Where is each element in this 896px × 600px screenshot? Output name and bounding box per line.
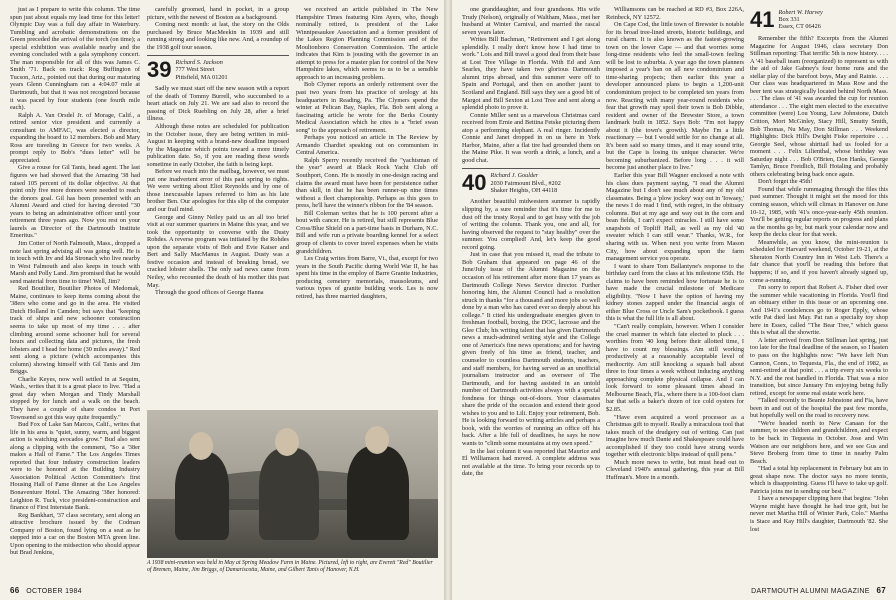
paragraph: Writes Bill Bachman, "Retirement and I get along splendidly. I really don't know how I had time to work." Lois and Bill travel a good deal from their base at Lost Tree Village in Florida. With Ed and Ann Searles, they have taken two glorious Dartmouth alumni trips abroad, and this summer were off to Spain and Portugal, and then on another jaunt to Scotland and England. Bill says they see a good bit of Margot and Bill Sexton at Lost Tree and sent along a splendid photo to prove it. [462, 36, 600, 112]
class-header-41 [750, 6, 888, 31]
paragraph: I have a newspaper clipping here that begins: "John Wayne might have thought he had true grit, but he never met Martha Hill of Winter Park, Colo." Martha is Stace and Kay Hill's daughter, Dartmouth '82. She lost [750, 495, 888, 533]
paragraph: George and Ginny Neiley paid us an all too brief visit at our summer quarters in Maine this year, and we took the opportunity to converse with the Dusty Rohdes. A reverse program was initiated by the Rohdes upon the separate visits of Bob and Evie Kaiser and Bert and Sally MacManus in August. Dusty was a festive occasion and instead of breaking bread, we cracked lobster shells. The only sad news came from Neiley, who recounted the death of his mother this past May. [147, 213, 289, 289]
secretary-address-2: Shaker Heights, OH 44118 [490, 186, 558, 194]
paragraph: Remember the fifth? Excerpts from the Alumni Magazine for August 1946, class secretary Don Stillman reporting: That terrific 5th is now history. . . . A '41 baseball team (reorganized) to represent us with the aid of Jake Gabney's four home runs and the stellar play of the barefoot boys, May and Rainie. . . . Our class was headquartered in Mass Row and the beer tent was strategically located behind North Mass. . . . The class of '41 was awarded the cup for reunion attendance . . . The eight men elected to the executive committee (were) Lou Young, Lew Johnstone, Dutch Critton, Mort McGinley, Stacy Hill, Smutty Smith, Bob Thomas, Nu May, Don Stillman . . . Weekend Highlights: Dick Hill's Dwight Fiske repertoire . . . Georgie Seel, whose shirttail had us fooled for a moment . . . Felix Lilienthal, whose birthday was Saturday night . . . Bob O'Brien, Don Hanks, George Tamlyn, Bruce Freidlich, Bill Hotaling and probably others celebrating being back once again. [750, 35, 888, 178]
secretary-address-1: Box 331 [778, 16, 800, 24]
left-footer [10, 586, 82, 595]
paragraph: Give a rouse for Gil Tanis, head agent. The last figures we had showed that the Amazing '38 had raised 105 percent of its dollar objective. At that point only five more donors were needed to reach the donors goal. Gil has been presented with an Alumni Award and cited for having devoted "30 years to being an administrative officer until your retirement three years ago. Now you rest on your laurels as Director of the Dartmouth Institute Emeritus." [10, 164, 140, 240]
paragraph: A letter arrived from Don Stillman last spring, just too late for the final deadline of the season, so I hasten to pass on the highlights now: "We have left Nun Cannon, Conn., to Tequesta, Fla., the end of 1982, as semi-retired at that point . . . a trip every six weeks to N.Y. and the rest handled in Florida. That was a nice transition, but since January I'm enjoying being fully retired, except for some real estate work here. [750, 336, 888, 397]
photo-caption: A 1938 mini-reunion was held in May at Spring Meadow Farm in Maine. Pictured, left to right, are Everett "Red" Boutilier of Bremen, Maine, Jim Briggs, of Damariscotta, Maine, and Gilbert Tanis of Hanover, N.H. [147, 560, 433, 573]
class-header-39 [147, 55, 289, 81]
paragraph: Although these notes are scheduled for publication in the October issue, they are being written in mid-August in keeping with a brand-new deadline imposed by the Magazine which points toward a more timely publication date. So, if you are reading these words sometime in early October, the faith is being kept. [147, 123, 289, 168]
paragraph: Just in case that you missed it, read the tribute to Bob Graham that appeared on page 46 of the June/July issue of the Alumni Magazine on the occasion of his retirement after more than 17 years as Dartmouth College News Service director. Further honoring him, the Alumni Council had a resolution struck in thanks "for a thousand and more jobs so well done by a man who has cared ever so deeply about his college." It cited his undergraduate energies given to freshman football, boxing, the DOC, lacrosse and the Glee Club; his writing talent that has given Dartmouth news a much-admired writing style and the College one of America's fine news operations; and for having given freely of his time as friend, teacher, and counselor to countless Dartmouth students, teachers, and staff members, for having served as an unofficial journalism instructor and as overseer of The Dartmouth, and for having assisted in an untold number of Dartmouth activities always with a special fondness for things out-of-doors. Your classmates share the pride of the occasion and extend their good wishes to you and to Lili. Enjoy your retirement, Bob. He is looking forward to writing articles and perhaps a book, with the worries of running an office off his back. After a life full of deadlines, he says he now wants to "climb some mountains at my own speed." [462, 251, 600, 447]
paragraph: Don't forget the 45th! [758, 178, 813, 186]
paragraph: Bud Fox of Lake San Marcos, Calif., writes that life in his area is "quiet, sunny, warm, and biggest action is watching avocados grow." Bud also sent along a clipping with the comment, "So a '38er makes a Hall of Fame." The Los Angeles Times reported that four industry construction leaders were to be honored at the Building Industry Association Political Action Committee's first Housing Hall of Fame dinner at the Los Angeles Bonaventure Hotel. The Amazing '38er honored: Leighton R. Tuck, vice president-construction and finance of First Interstate Bank. [10, 421, 140, 512]
paragraph: Connie Miller sent us a marvelous Christmas card received from Ernie and Bettina Fetske picturing them atop a performing elephant. A real ringer. Incidently Connie and Janet dropped in on us here in York Harbor, Maine, after a flat tire had grounded them on the Maine Pike. It was worth a drink, a lunch, and a good chat. [462, 111, 600, 164]
paragraph: Jim Cotter of North Falmouth, Mass., dropped a note last spring advising all was going well. He is in touch with Irv and Ida Stronach who live nearby in West Falmouth and also keeps in touch with Marsh and Polly Land. Jim promised that he would send material from time to time! Well, Jim? [10, 239, 140, 285]
paragraph: Earlier this year Bill Wagner enclosed a note with his class dues payment saying, "I read the Alumni Magazine but I don't see much about any of my old classmates. Being a 'plow jockey' way out in 'Iowaey,' the news I do read I find, with regret, in the obituary columns. But at my age and way out in the corn and bean fields, I can't expect miracles. I still have some snapshots of Topliff Hall, as well as my old '40 sweater which I can still wear." Thanks, W.R., for sharing with us. When next you write from Mason City, how about expanding upon the farm management service you operate. [606, 172, 744, 263]
secretary-address-2: Pittsfield, MA 01201 [175, 73, 228, 81]
paragraph: Much more news to write, but must head out to Cleveland 1940's annual gathering, this year at Bill Huffman's. More in a month. [606, 458, 744, 481]
class-header-40 [462, 168, 600, 194]
paragraph: "Have even acquired a word processor as a Christmas gift to myself. Really a miraculous tool that takes much of the drudgery out of writing. Can just imagine how much Dante and Shakespeare could have accomplished if they too could have strung words together with electronic blips instead of quill pens." [606, 413, 744, 459]
paragraph: Before we reach into the mailbag, however, we must put one inadvertent error of this past spring to rights. We were writing about Eliot Reynolds and by one of those inexcusable lapses referred to him as his late brother Ben. Our apologies for this slip of the computer and our frail mind. [147, 168, 289, 214]
paragraph: we received an article published in The New Hampshire Times featuring Kim Ayers, who, though nominally retired, is president of the Lake Winnipesaukee Association and a former president of the Lakes Region Planning Commission and of the Moultonboro Conservation Commission. The article indicates that Kim is jousting with the governor in an attempt to press for a master plan for control of the New Hampshire lakes, which seems to us to be a sensible approach to an increasing problem. [296, 6, 438, 81]
paragraph: "Had a total hip replacement in February but am in great shape now. The doctor says no more tennis, which is disappointing. Guess I'll have to take up golf. Patricia joins me in sending our best." [750, 465, 888, 495]
left-page [0, 0, 444, 600]
class-secretary-info [175, 59, 227, 81]
paragraph: one granddaughter, and four grandsons. His wife Trudy (Nelson), originally of Waltham, Mass., met her husband at Winter Carnival, and married the rascal seven years later. [462, 6, 600, 36]
paragraph: Les Craig writes from Barre, Vt., that, except for two years in the South Pacific during World War II, he has spent his time in the employ of Barre Granite Industries, producing cemetery memorials, mausoleums, and various types of granite building work. Les is now retired, has three married daughters, [296, 255, 438, 300]
paragraph: "We're headed north to New Canaan for the summer, to see children and grandchildren, and expect to be back in Tequesta in October. Jose and Win Watson are our neighbors here, and we see Gus and Steve Broberg from time to time in nearby Palm Beach. [750, 419, 888, 465]
paragraph: "Can't really complain, however. When I consider the cruel manner in which fate elected to pluck . . . worthies from '40 long before their allotted time, I have to count my blessings. Am still working productively at a reasonably acceptable level of mediocrity. Am still knocking a squash ball about three to four times a week without inducing anything approaching complete physical collapse. And I can look forward to some pleasant times ahead in Melbourne Beach, Fla., where there is a 100-foot clam bar that sells a baker's dozen of ice cold oysters for $2.85. [606, 322, 744, 413]
secretary-address-2: Essex, CT 06426 [778, 23, 821, 31]
paragraph: carefully groomed, hand in pocket, in a group picture, with the newest of Boston as a background. [147, 6, 289, 21]
secretary-name: Richard S. Jackson [175, 59, 223, 67]
left-column-3 [296, 6, 438, 404]
paragraph: Williamsons can be reached at RD #3, Box 226A, Reinbeck, NY 12572. [606, 6, 744, 21]
paragraph: "Talked recently to Beanie Johnstone and Fia, have been in and out of the hospital the past few months, but hopefully well on the road to recovery now. [750, 397, 888, 420]
paragraph: I want to share Tom Ballantyne's response to the birthday card from the class at his milestone 65th. He claims to have been reminded how fortunate he is to have made the crucial milestone of Medicare eligibility. "Now I have the option of having my kidney stones zapped under the financial aegis of either Blue Cross or Uncle Sam's pocketbook. I guess this is what the full life is all about. [606, 262, 744, 323]
paragraph: Sadly we must start off the new season with a report of the death of Tommy Burrell, who succumbed to a heart attack on July 21. We are sad also to record the passing of Dick Ruebling on July 28, after a brief illness. [147, 85, 289, 123]
paragraph: I'm sorry to report that Robert A. Fisher died over the summer while vacationing in Florida. You'll find an obituary either in this issue or an upcoming one. And 1941's condolences go to Roger Epply, whose wife Pat died last May. Pat ran a specialty toy shop here in Essex, called "The Bear Tree," which guess this is what all the showrite. [750, 284, 888, 337]
left-column-1 [10, 6, 140, 582]
paragraph: On Cape Cod, the little town of Brewster is notable for its broad tree-lined streets, historic buildings, and rural charm. It is also known as the fastest-growing town on the lower Cape — and that worries some long-time residents who feel the small-town feeling will be lost to suburbia. A year ago the town planners imposed a year's ban on all new condominium and time-sharing projects; then earlier this year a developer announced plans to begin a 1,200-unit condominium project to be completed ten years from now. Reacting with many year-round residents who fear that growth may spoil their town is Bob Dibble, resident and owner of the Brewster Store, a town landmark built in 1852. Says Bob: "I'm not happy about it (the town's growth). Maybe I'm a little reactionary — but I would settle for no change at all. It's been said so many times, and it may sound trite, but the Cape is losing its unique character. We're becoming suburbanized. Before long . . . it will become just another place to live." [606, 21, 744, 172]
secretary-address-1: 777 West Street [175, 66, 215, 74]
secretary-name: Robert W. Harvey [778, 9, 823, 16]
issue-date: OCTOBER 1984 [26, 588, 82, 595]
paragraph: Reg Bankhart, '37 class secretary, sent along an attractive brochure issued by the Codman Company of Boston, found lying on a seat as he stepped into a car on the Boston MTA green line. Upon opening to the midsection who should appear but Brad Jenkins, [10, 511, 140, 557]
class-number: 40 [462, 170, 487, 196]
paragraph: Charlie Keyes, now well settled in at Sequim, Wash., writes that it is a great place to live. "Had a great day when Morgan and Tindy Marshall stopped by for lunch and a walk on the beach. They have a couple of share condos in Port Townsend so got this way quite frequently." [10, 375, 140, 421]
reunion-photo [147, 410, 438, 558]
paragraph: Meanwhile, as you know, the mini-reunion is scheduled for Harvard weekend, October 19-21, at the Sheraton North Country Inn in West Leb. There's a fair chance that you'll be reading this before that happens; if so, and if you haven't already signed up, come a-running. [750, 238, 888, 284]
paragraph: Found that while rummaging through the files this past summer. Thought it might set the mood for this coming season, which will climax in Hanover on June 10-12, 1985, with '41's once-year-early 45th reunion. You'll be getting regular reports on progress and plans as the months go by, but mark your calendar now and keep the decks clear for that week. [750, 185, 888, 239]
class-secretary-info [778, 9, 822, 31]
paragraph: Bill Coleman writes that he is 100 percent after a bout with cancer. He is retired, but still represents Blue Cross/Blue Shield on a part-time basis in Durham, N.C. Bill and wife run a private boarding kennel for a select group of clients to cover travel expenses when he visits grandchildren. [296, 209, 438, 255]
right-column-1 [462, 6, 600, 582]
magazine-name: DARTMOUTH ALUMNI MAGAZINE [751, 588, 870, 595]
paragraph: Through the good offices of George Hanna [155, 289, 264, 297]
right-footer [751, 586, 886, 595]
page-number: 66 [10, 586, 20, 595]
class-number: 41 [750, 7, 775, 32]
paragraph: Another beautiful midwestern summer is rapidly slipping by, a sure reminder that it's time for me to dust off the trusty Royal and to get busy with the job of writing the column. Thank you, one and all, for having observed the request to "stay healthy" over the summer. You complied! And, let's keep the good record going. [462, 198, 600, 251]
right-column-3 [750, 6, 888, 582]
paragraph: just as I prepare to write this column. The time spun just about equals my lead time for this letter! Olympic Day was a full day affair in Waterbury. Tumbling and acrobatic demonstrations on the Green preceded the arrival of the torch (on time); a special exhibition was available nearby and the evening concluded with a gala symphony concert. The man responsible for all of this was James C. Smith '71. Back on track: Rog Buffington of Tucson, Ariz., pointed out that during our maturing years Glenn Cunningham ran a 4:04.07 mile at Dartmouth, but that it was not recognized because it was paced by four students (one fourth mile each). [10, 6, 140, 112]
paragraph: Ralph A. Van Orsdel Jr. of Morage, Calif., a retired senior vice president and currently a consultant to AMFAC, was elected a director, expanding the board to 12 members. Bob and Mary Ross are traveling in Greece for two weeks. A prompt reply to Bob's "dues letter" will be appreciated. [10, 111, 140, 164]
paragraph: In the last column it was reported that Maurice and El Williamson had moved. A complete address was not available at the time. To bring your records up to date, the [462, 447, 600, 478]
paragraph: Coming next month: at last, the story on the Olds purchased by Bruce MacMeekin in 1939 and still running strong and looking like new. And, a roundup of the 1938 golf tour season. [147, 21, 289, 51]
page-spine [444, 0, 452, 600]
page-number: 67 [876, 586, 886, 595]
class-number: 39 [147, 57, 172, 83]
paragraph: Bob Clymer reports an orderly retirement over the past two years from his practice of urology at his headquarters in Reading, Pa. The Clymers spend the winter at Pelican Bay, Naples, Fla. Bob sent along a fascinating article he wrote for the Berks County Medical Association which he cites is a "brief swan song" to the approach of retirement. [296, 81, 438, 134]
right-page [452, 0, 896, 600]
secretary-address-1: 2030 Fairmount Blvd., #202 [490, 179, 561, 187]
paragraph: Perhaps you noticed an article in The Review by Armando Chardiet speaking out on communism in Central America. [296, 134, 438, 157]
class-secretary-info [490, 172, 560, 194]
paragraph: Red Boutilier, Boutilier Photos of Medomak, Maine, continues to keep items coming about the '38ers who come and go in the area. He visited Dutch Holland in Camden; but says that "keeping track of ships and new schooner construction seems to take up most of my time . . . after climbing around some schooner hull for several hours and collecting data and pictures, the fresh lobsters and I head for home (30 miles away)." Red sent along a picture (which accompanies this column) showing himself with Gil Tanis and Jim Briggs. [10, 285, 140, 376]
paragraph: Ralph Sperry recently received the "yachtsman of the year" award at Black Rock Yacht Club off Southport, Conn. He is mostly in one-design racing and claims the award must have been for persistence rather than skill, in that he has been runner-up nine times without a fleet championship. Perhaps as this goes to press, he'll have the winner's ribbon for the '84 season. [296, 156, 438, 210]
secretary-name: Richard J. Goulder [490, 172, 539, 180]
right-column-2 [606, 6, 744, 582]
